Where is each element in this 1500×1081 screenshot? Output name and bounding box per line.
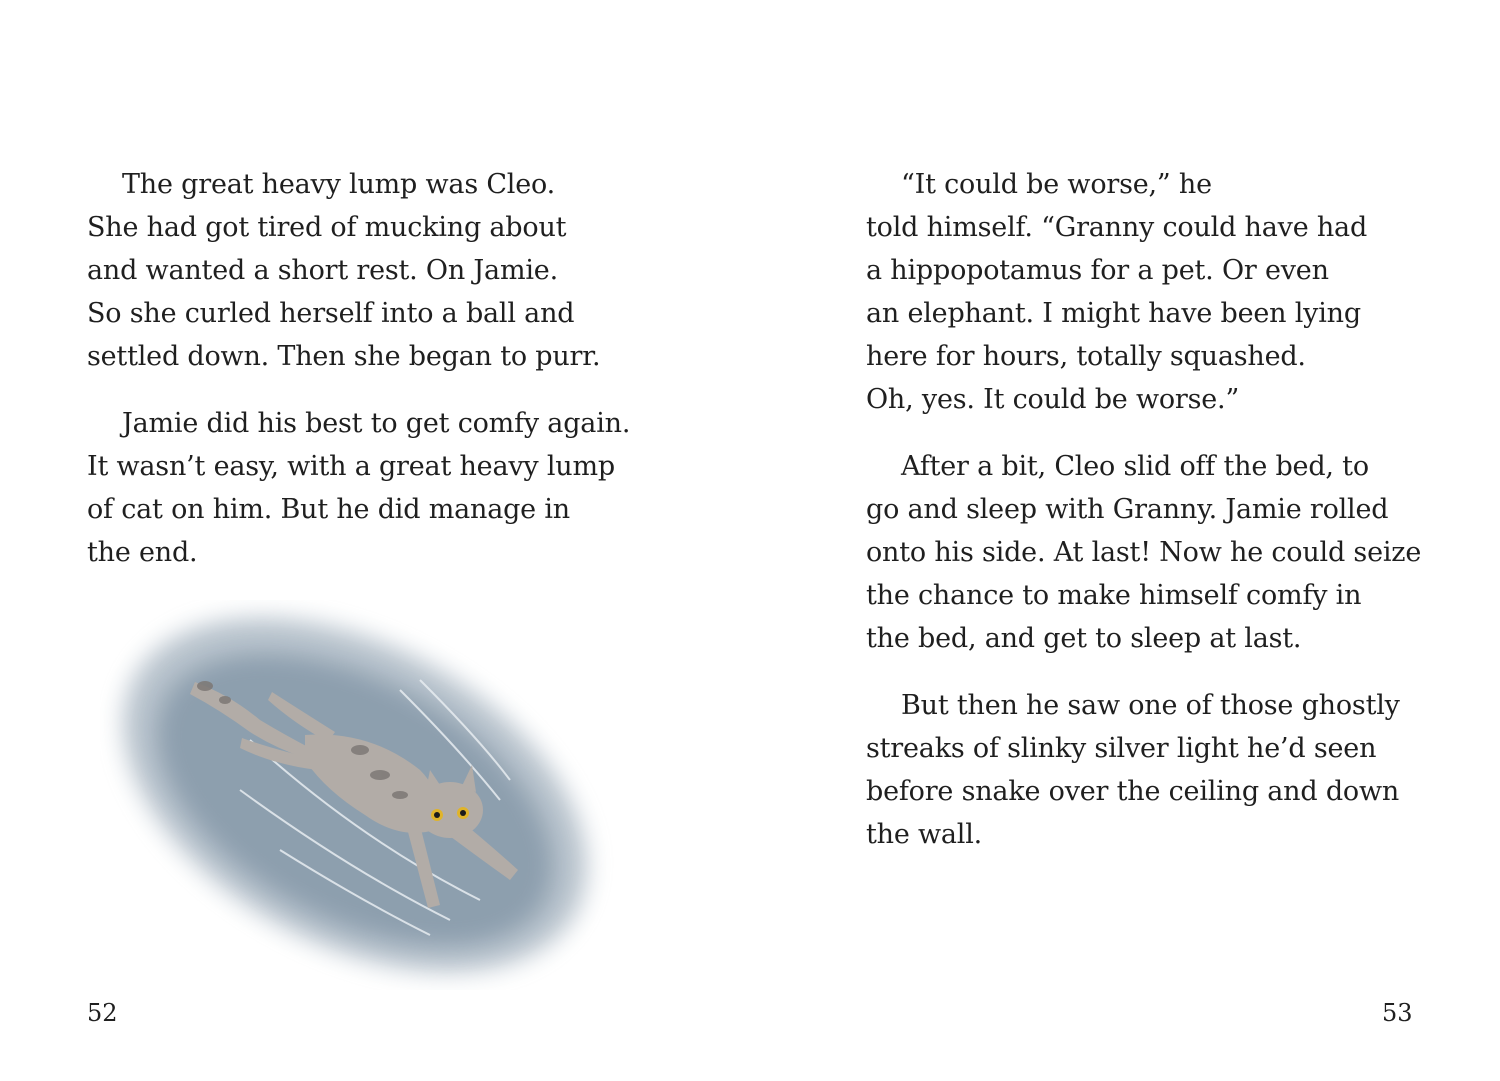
paragraph-gap	[866, 421, 1421, 445]
paragraph-gap	[87, 378, 630, 402]
text-line: the bed, and get to sleep at last.	[866, 623, 1302, 654]
paragraph	[866, 445, 1421, 660]
page-number: 52	[87, 999, 118, 1027]
cat-illustration	[100, 600, 620, 990]
paragraph	[87, 402, 630, 574]
text-line: the chance to make himself comfy in	[866, 580, 1362, 611]
text-line: onto his side. At last! Now he could seize	[866, 537, 1422, 568]
text-line: go and sleep with Granny. Jamie rolled	[866, 494, 1389, 525]
text-line: the wall.	[866, 819, 983, 850]
paragraph	[866, 684, 1421, 856]
text-line: of cat on him. But he did manage in	[87, 494, 570, 525]
text-line: streaks of slinky silver light he’d seen	[866, 733, 1377, 764]
text-line: It wasn’t easy, with a great heavy lump	[87, 451, 615, 482]
paragraph-gap	[866, 660, 1421, 684]
text-line: told himself. “Granny could have had	[866, 212, 1368, 243]
paragraph	[866, 163, 1421, 421]
page-number: 53	[1382, 999, 1413, 1027]
text-line: the end.	[87, 537, 198, 568]
paragraph	[87, 163, 630, 378]
text-line: and wanted a short rest. On Jamie.	[87, 255, 558, 286]
text-line: here for hours, totally squashed.	[866, 341, 1306, 372]
text-line: The great heavy lump was Cleo.	[122, 169, 555, 200]
text-line: But then he saw one of those ghostly	[901, 690, 1400, 721]
text-line: Jamie did his best to get comfy again.	[122, 408, 631, 439]
text-line: before snake over the ceiling and down	[866, 776, 1400, 807]
text-line: settled down. Then she began to purr.	[87, 341, 601, 372]
text-line: “It could be worse,” he	[901, 169, 1212, 200]
right-page-text	[866, 163, 1421, 856]
text-line: So she curled herself into a ball and	[87, 298, 575, 329]
text-line: Oh, yes. It could be worse.”	[866, 384, 1240, 415]
text-line: a hippopotamus for a pet. Or even	[866, 255, 1329, 286]
left-page-text	[87, 163, 630, 574]
right-page	[750, 0, 1500, 1081]
text-line: After a bit, Cleo slid off the bed, to	[901, 451, 1369, 482]
text-line: an elephant. I might have been lying	[866, 298, 1361, 329]
text-line: She had got tired of mucking about	[87, 212, 567, 243]
